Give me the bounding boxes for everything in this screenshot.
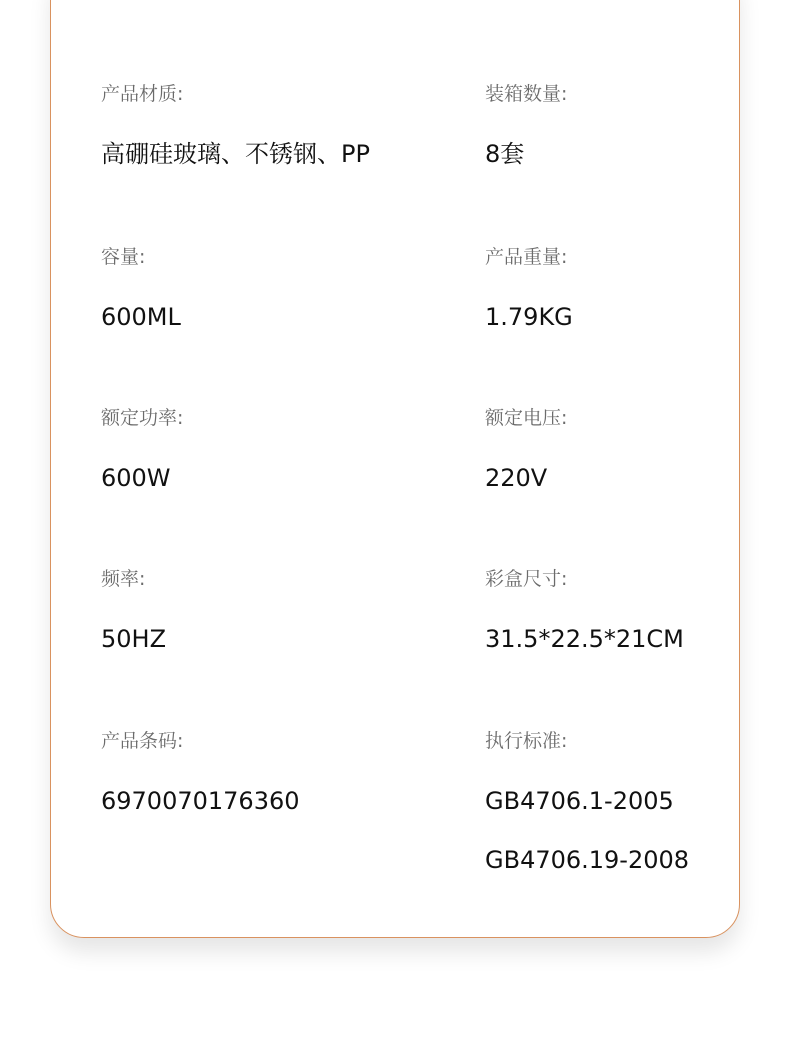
spec-value: 600W: [101, 464, 171, 492]
spec-label: 执行标准:: [485, 730, 568, 752]
spec-label: 产品材质:: [101, 83, 184, 105]
spec-material: [101, 82, 401, 169]
spec-value: 8套: [485, 140, 525, 168]
spec-capacity: [101, 245, 401, 332]
spec-label: 产品重量:: [485, 246, 568, 268]
spec-frequency: [101, 567, 401, 654]
spec-label: 额定功率:: [101, 407, 184, 429]
spec-value: 高硼硅玻璃、不锈钢、PP: [101, 140, 370, 168]
spec-value: 600ML: [101, 303, 181, 331]
spec-barcode: [101, 729, 401, 816]
spec-power: [101, 406, 401, 493]
spec-box-size: [485, 567, 785, 654]
spec-label: 额定电压:: [485, 407, 568, 429]
spec-label: 装箱数量:: [485, 83, 568, 105]
spec-label: 容量:: [101, 246, 146, 268]
spec-value-standard-2: GB4706.19-2008: [485, 846, 690, 874]
spec-label: 频率:: [101, 568, 146, 590]
spec-value: 6970070176360: [101, 787, 300, 815]
spec-voltage: [485, 406, 785, 493]
spec-weight: [485, 245, 785, 332]
spec-value: 31.5*22.5*21CM: [485, 625, 684, 653]
spec-standard: [485, 729, 785, 875]
spec-value: 1.79KG: [485, 303, 573, 331]
spec-value: 50HZ: [101, 625, 167, 653]
spec-value-standard-1: GB4706.1-2005: [485, 787, 674, 815]
spec-label: 彩盒尺寸:: [485, 568, 568, 590]
spec-value: 220V: [485, 464, 548, 492]
spec-box-qty: [485, 82, 785, 169]
spec-label: 产品条码:: [101, 730, 184, 752]
